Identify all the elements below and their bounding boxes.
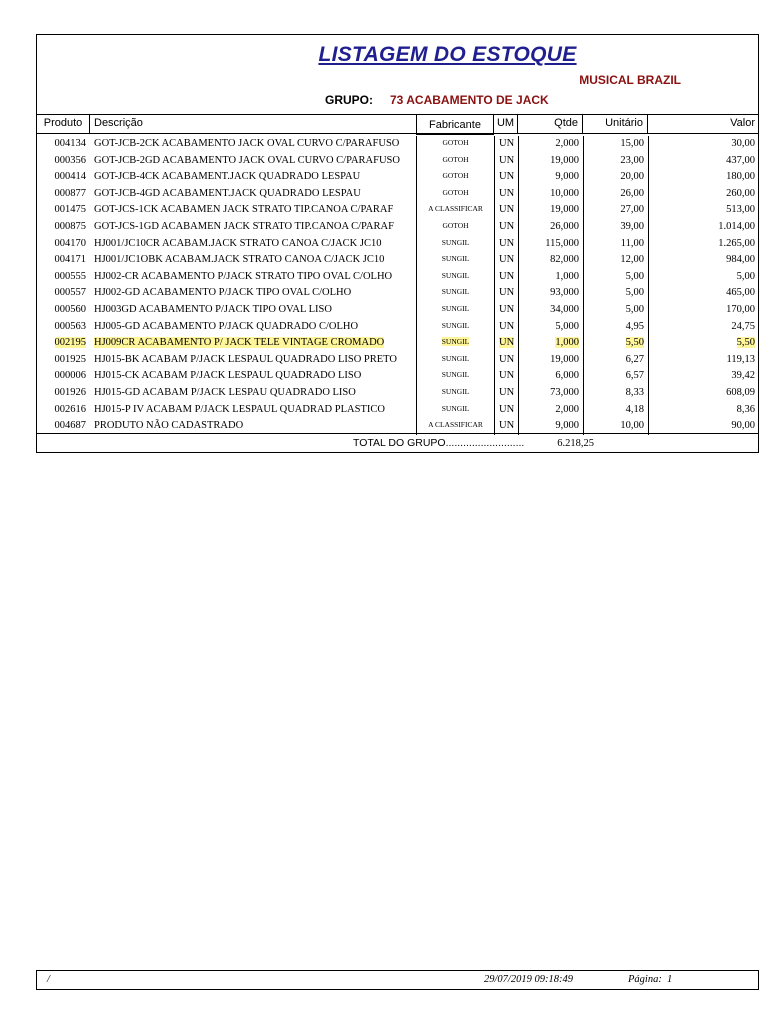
cell-um: UN bbox=[494, 368, 518, 385]
report-frame bbox=[36, 34, 759, 453]
table-row bbox=[37, 136, 758, 153]
cell-um: UN bbox=[494, 385, 518, 402]
cell-unitario: 26,00 bbox=[583, 186, 648, 203]
cell-descricao: HJ003GD ACABAMENTO P/JACK TIPO OVAL LISO bbox=[94, 303, 332, 315]
cell-descricao: HJ015-GD ACABAM P/JACK LESPAU QUADRADO LISO bbox=[94, 386, 356, 398]
table-row bbox=[37, 335, 758, 352]
cell-produto: 000557 bbox=[54, 287, 86, 299]
cell-descricao: GOT-JCB-2GD ACABAMENTO JACK OVAL CURVO C/PARAFUSO bbox=[94, 154, 400, 166]
cell-descricao: HJ009CR ACABAMENTO P/ JACK TELE VINTAGE CROMADO bbox=[94, 337, 385, 349]
company-name: MUSICAL BRAZIL bbox=[579, 73, 681, 87]
cell-descricao: PRODUTO NÃO CADASTRADO bbox=[94, 420, 244, 432]
cell-qtde: 2,000 bbox=[518, 402, 583, 419]
table-row bbox=[37, 385, 758, 402]
total-value: 6.218,25 bbox=[557, 438, 594, 449]
cell-qtde: 1,000 bbox=[518, 335, 583, 352]
cell-um: UN bbox=[494, 319, 518, 336]
cell-unitario: 5,00 bbox=[583, 269, 648, 286]
cell-unitario: 39,00 bbox=[583, 219, 648, 236]
cell-produto: 001926 bbox=[54, 386, 86, 398]
cell-fabricante: GOTOH bbox=[416, 153, 494, 170]
cell-fabricante: SUNGIL bbox=[416, 335, 494, 352]
cell-produto: 000560 bbox=[54, 303, 86, 315]
cell-fabricante: SUNGIL bbox=[416, 285, 494, 302]
cell-unitario: 15,00 bbox=[583, 136, 648, 153]
cell-um: UN bbox=[494, 186, 518, 203]
table-row bbox=[37, 285, 758, 302]
col-fabricante: Fabricante bbox=[416, 115, 494, 135]
cell-unitario: 6,57 bbox=[583, 368, 648, 385]
footer-slash: / bbox=[47, 974, 50, 985]
cell-unitario: 4,95 bbox=[583, 319, 648, 336]
cell-valor: 170,00 bbox=[648, 302, 759, 319]
cell-fabricante: GOTOH bbox=[416, 136, 494, 153]
cell-valor: 39,42 bbox=[648, 368, 759, 385]
cell-qtde: 34,000 bbox=[518, 302, 583, 319]
col-produto: Produto bbox=[37, 115, 90, 133]
cell-qtde: 1,000 bbox=[518, 269, 583, 286]
cell-fabricante: GOTOH bbox=[416, 169, 494, 186]
cell-descricao: HJ001/JC1OBK ACABAM.JACK STRATO CANOA C/JACK JC10 bbox=[94, 254, 385, 266]
cell-valor: 608,09 bbox=[648, 385, 759, 402]
col-qtde: Qtde bbox=[518, 115, 583, 133]
cell-unitario: 5,00 bbox=[583, 285, 648, 302]
cell-produto: 002616 bbox=[54, 403, 86, 415]
table-row bbox=[37, 368, 758, 385]
cell-unitario: 23,00 bbox=[583, 153, 648, 170]
cell-valor: 1.265,00 bbox=[648, 236, 759, 253]
cell-qtde: 19,000 bbox=[518, 202, 583, 219]
cell-valor: 1.014,00 bbox=[648, 219, 759, 236]
cell-descricao: GOT-JCB-4GD ACABAMENT.JACK QUADRADO LESPAU bbox=[94, 187, 361, 199]
cell-fabricante: A CLASSIFICAR bbox=[416, 418, 494, 435]
cell-descricao: GOT-JCB-4CK ACABAMENT.JACK QUADRADO LESPAU bbox=[94, 171, 361, 183]
cell-qtde: 19,000 bbox=[518, 153, 583, 170]
cell-um: UN bbox=[494, 418, 518, 435]
cell-valor: 24,75 bbox=[648, 319, 759, 336]
cell-um: UN bbox=[494, 169, 518, 186]
cell-qtde: 9,000 bbox=[518, 418, 583, 435]
cell-fabricante: SUNGIL bbox=[416, 352, 494, 369]
report-title: LISTAGEM DO ESTOQUE bbox=[318, 43, 577, 66]
table-header bbox=[37, 115, 758, 133]
cell-qtde: 82,000 bbox=[518, 252, 583, 269]
cell-qtde: 115,000 bbox=[518, 236, 583, 253]
cell-fabricante: SUNGIL bbox=[416, 302, 494, 319]
cell-qtde: 5,000 bbox=[518, 319, 583, 336]
table-row bbox=[37, 269, 758, 286]
cell-valor: 513,00 bbox=[648, 202, 759, 219]
cell-valor: 119,13 bbox=[648, 352, 759, 369]
cell-produto: 002195 bbox=[54, 337, 86, 349]
table-row bbox=[37, 352, 758, 369]
cell-produto: 000356 bbox=[54, 154, 86, 166]
cell-descricao: GOT-JCS-1CK ACABAMEN JACK STRATO TIP.CANOA C/PARAF bbox=[94, 204, 394, 216]
cell-produto: 004171 bbox=[54, 254, 86, 266]
cell-unitario: 6,27 bbox=[583, 352, 648, 369]
cell-fabricante: GOTOH bbox=[416, 186, 494, 203]
cell-um: UN bbox=[494, 269, 518, 286]
cell-fabricante: A CLASSIFICAR bbox=[416, 202, 494, 219]
cell-fabricante: SUNGIL bbox=[416, 252, 494, 269]
cell-unitario: 20,00 bbox=[583, 169, 648, 186]
group-value: 73 ACABAMENTO DE JACK bbox=[390, 93, 549, 107]
cell-um: UN bbox=[494, 252, 518, 269]
cell-valor: 30,00 bbox=[648, 136, 759, 153]
cell-produto: 000006 bbox=[54, 370, 86, 382]
table-row bbox=[37, 319, 758, 336]
cell-produto: 000877 bbox=[54, 187, 86, 199]
cell-valor: 984,00 bbox=[648, 252, 759, 269]
cell-valor: 5,00 bbox=[648, 269, 759, 286]
cell-unitario: 10,00 bbox=[583, 418, 648, 435]
cell-produto: 004134 bbox=[54, 138, 86, 149]
cell-um: UN bbox=[494, 236, 518, 253]
cell-um: UN bbox=[494, 352, 518, 369]
cell-fabricante: SUNGIL bbox=[416, 402, 494, 419]
table-row bbox=[37, 186, 758, 203]
cell-produto: 000414 bbox=[54, 171, 86, 183]
footer-datetime: 29/07/2019 09:18:49 bbox=[484, 974, 573, 985]
cell-fabricante: SUNGIL bbox=[416, 368, 494, 385]
cell-descricao: HJ015-P IV ACABAM P/JACK LESPAUL QUADRAD PLASTICO bbox=[94, 403, 385, 415]
col-valor: Valor bbox=[730, 117, 755, 129]
cell-qtde: 93,000 bbox=[518, 285, 583, 302]
cell-produto: 001925 bbox=[54, 353, 86, 365]
group-total bbox=[37, 433, 758, 452]
cell-fabricante: SUNGIL bbox=[416, 319, 494, 336]
cell-um: UN bbox=[494, 202, 518, 219]
cell-valor: 180,00 bbox=[648, 169, 759, 186]
cell-um: UN bbox=[494, 335, 518, 352]
cell-descricao: HJ002-GD ACABAMENTO P/JACK TIPO OVAL C/OLHO bbox=[94, 287, 352, 299]
cell-qtde: 2,000 bbox=[518, 136, 583, 153]
cell-valor: 90,00 bbox=[648, 418, 759, 435]
table-body bbox=[37, 136, 758, 435]
cell-descricao: HJ015-BK ACABAM P/JACK LESPAUL QUADRADO LISO PRETO bbox=[94, 353, 397, 365]
cell-unitario: 11,00 bbox=[583, 236, 648, 253]
header-bottom-rule bbox=[37, 133, 758, 134]
cell-descricao: HJ005-GD ACABAMENTO P/JACK QUADRADO C/OLHO bbox=[94, 320, 359, 332]
col-um: UM bbox=[494, 115, 518, 133]
cell-qtde: 73,000 bbox=[518, 385, 583, 402]
cell-unitario: 5,00 bbox=[583, 302, 648, 319]
cell-descricao: HJ001/JC10CR ACABAM.JACK STRATO CANOA C/JACK JC10 bbox=[94, 237, 382, 249]
cell-um: UN bbox=[494, 153, 518, 170]
cell-qtde: 6,000 bbox=[518, 368, 583, 385]
cell-um: UN bbox=[494, 402, 518, 419]
total-label: TOTAL DO GRUPO........................... bbox=[353, 437, 525, 449]
cell-produto: 000875 bbox=[54, 220, 86, 232]
cell-um: UN bbox=[494, 285, 518, 302]
cell-produto: 001475 bbox=[54, 204, 86, 216]
table-row bbox=[37, 219, 758, 236]
footer-page-label: Página: bbox=[628, 974, 662, 985]
page-footer bbox=[36, 970, 759, 990]
cell-valor: 437,00 bbox=[648, 153, 759, 170]
cell-qtde: 10,000 bbox=[518, 186, 583, 203]
cell-valor: 260,00 bbox=[648, 186, 759, 203]
cell-fabricante: SUNGIL bbox=[416, 236, 494, 253]
table-row bbox=[37, 169, 758, 186]
cell-um: UN bbox=[494, 136, 518, 153]
group-label: GRUPO: bbox=[325, 93, 373, 107]
cell-descricao: GOT-JCS-1GD ACABAMEN JACK STRATO TIP.CANOA C/PARAF bbox=[94, 220, 394, 232]
cell-unitario: 27,00 bbox=[583, 202, 648, 219]
cell-qtde: 26,000 bbox=[518, 219, 583, 236]
col-unitario: Unitário bbox=[583, 115, 648, 133]
table-row bbox=[37, 302, 758, 319]
col-descricao: Descrição bbox=[94, 117, 143, 129]
table-row bbox=[37, 402, 758, 419]
cell-descricao: HJ015-CK ACABAM P/JACK LESPAUL QUADRADO LISO bbox=[94, 370, 362, 382]
cell-produto: 000563 bbox=[54, 320, 86, 332]
table-row bbox=[37, 252, 758, 269]
cell-qtde: 9,000 bbox=[518, 169, 583, 186]
cell-fabricante: SUNGIL bbox=[416, 269, 494, 286]
cell-um: UN bbox=[494, 302, 518, 319]
cell-produto: 004687 bbox=[54, 420, 86, 432]
cell-unitario: 8,33 bbox=[583, 385, 648, 402]
table-row bbox=[37, 153, 758, 170]
cell-unitario: 4,18 bbox=[583, 402, 648, 419]
footer-page-number: 1 bbox=[667, 974, 673, 985]
cell-valor: 5,50 bbox=[648, 335, 759, 352]
cell-um: UN bbox=[494, 219, 518, 236]
cell-produto: 000555 bbox=[54, 270, 86, 282]
cell-fabricante: GOTOH bbox=[416, 219, 494, 236]
cell-unitario: 12,00 bbox=[583, 252, 648, 269]
cell-fabricante: SUNGIL bbox=[416, 385, 494, 402]
cell-valor: 8,36 bbox=[648, 402, 759, 419]
cell-unitario: 5,50 bbox=[583, 335, 648, 352]
cell-descricao: HJ002-CR ACABAMENTO P/JACK STRATO TIPO OVAL C/OLHO bbox=[94, 270, 393, 282]
cell-produto: 004170 bbox=[54, 237, 86, 249]
table-row bbox=[37, 202, 758, 219]
cell-qtde: 19,000 bbox=[518, 352, 583, 369]
cell-valor: 465,00 bbox=[648, 285, 759, 302]
cell-descricao: GOT-JCB-2CK ACABAMENTO JACK OVAL CURVO C/PARAFUSO bbox=[94, 138, 400, 149]
table-row bbox=[37, 236, 758, 253]
